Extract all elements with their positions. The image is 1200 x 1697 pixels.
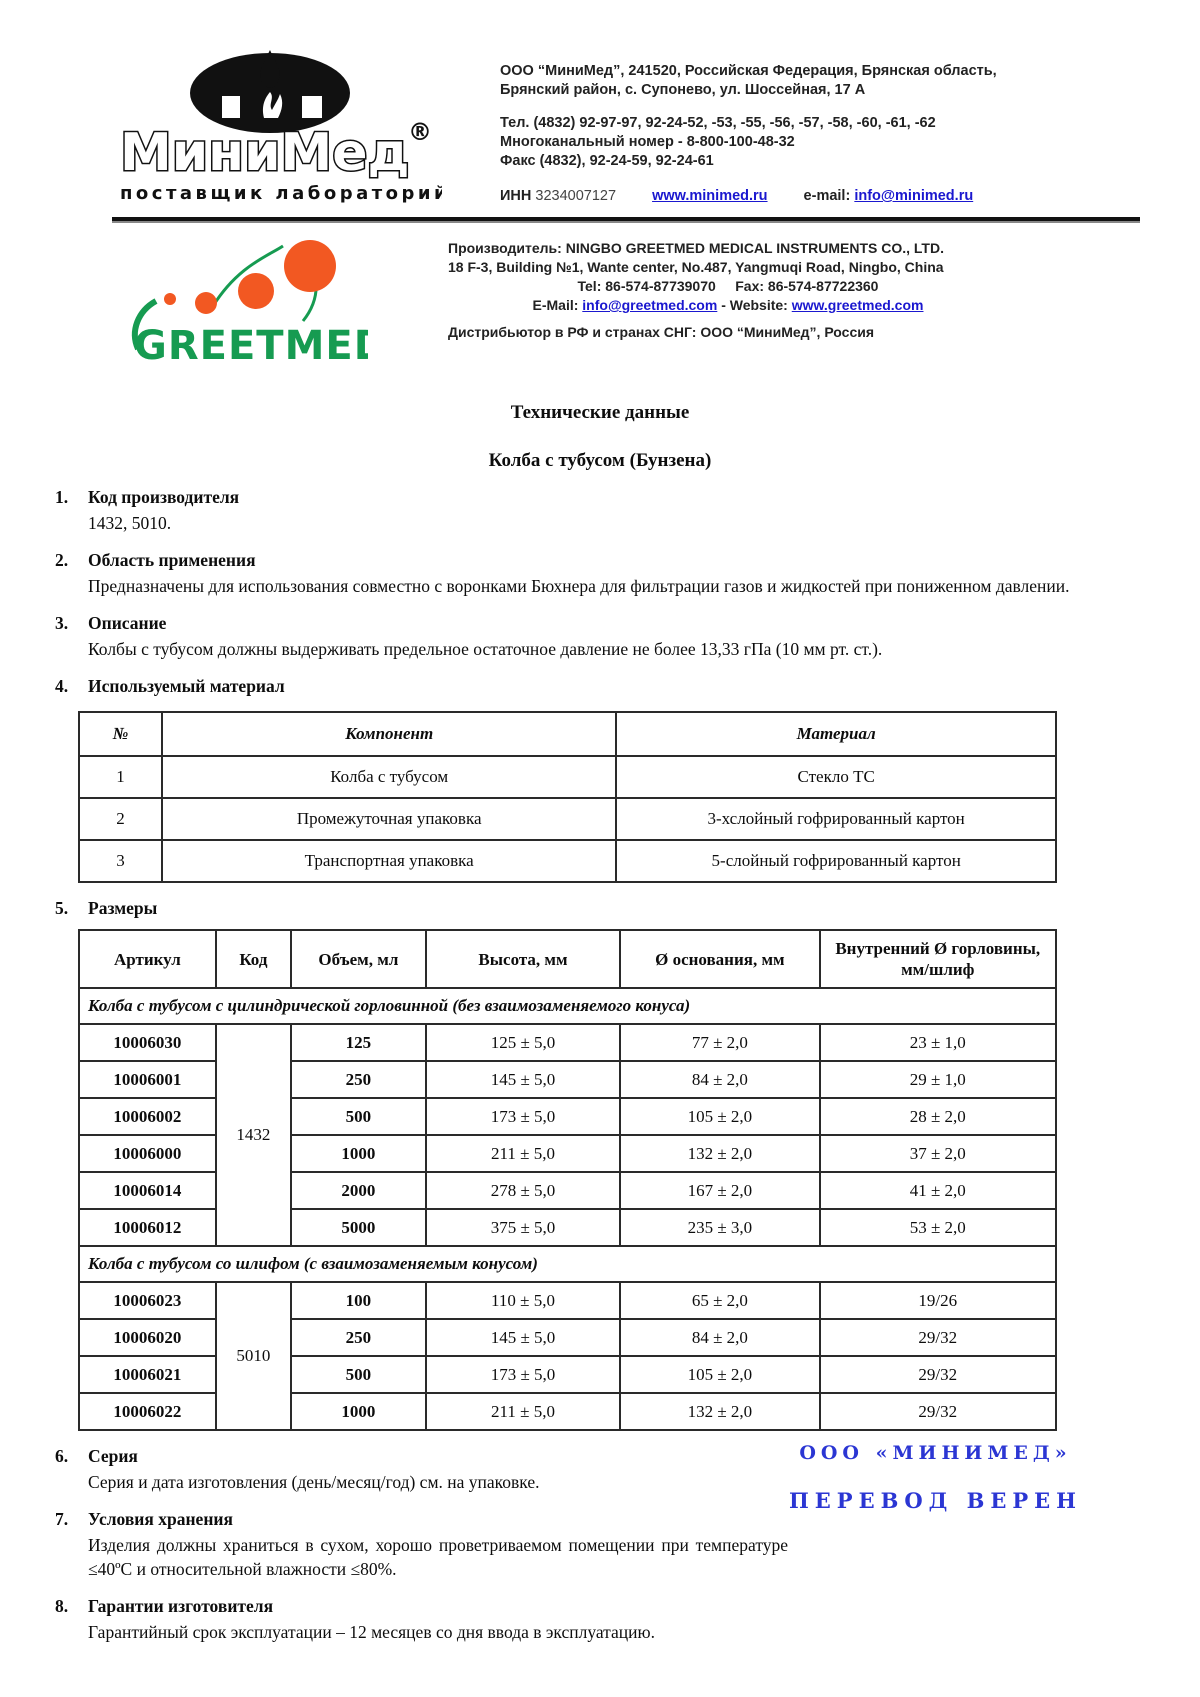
table-row: 10006001 250 145 ± 5,0 84 ± 2,0 29 ± 1,0	[79, 1061, 1056, 1098]
phone-line: Тел. (4832) 92-97-97, 92-24-52, -53, -55, -56, -57, -58, -60, -61, -62	[500, 115, 936, 131]
section-6-body: Серия и дата изготовления (день/месяц/год) см. на упаковке.	[88, 1472, 540, 1492]
document-body	[0, 487, 1200, 1644]
section-7-heading: Условия хранения	[88, 1509, 233, 1529]
fax-line: Факс (4832), 92-24-59, 92-24-61	[500, 153, 714, 169]
size-group-1-code: 1432	[216, 1024, 291, 1246]
section-1-number: 1.	[55, 487, 69, 507]
greetmed-tel: Tel: 86-574-87739070	[577, 278, 716, 294]
section-3-body: Колбы с тубусом должны выдерживать предельное остаточное давление не более 13,33 гПа (10 мм рт. ст.).	[88, 639, 883, 659]
translation-stamp	[789, 1442, 1082, 1513]
section-4-heading: Используемый материал	[88, 676, 285, 696]
material-header-no: №	[79, 712, 162, 756]
table-row: 2 Промежуточная упаковка 3-хслойный гофрированный картон	[79, 798, 1056, 840]
manufacturer-line1: Производитель: NINGBO GREETMED MEDICAL INSTRUMENTS CO., LTD.	[448, 240, 944, 256]
document-title: Технические данные	[510, 402, 690, 423]
section-8-heading: Гарантии изготовителя	[88, 1596, 274, 1616]
greetmed-wordmark: GREETMED	[134, 323, 368, 369]
size-group-2-code: 5010	[216, 1282, 291, 1430]
section-2-body: Предназначены для использования совместно с воронками Бюхнера для фильтрации газов и жидкостей при пониженном давлении.	[88, 576, 1070, 596]
material-header-component: Компонент	[162, 712, 616, 756]
greetmed-fax: Fax: 86-574-87722360	[735, 278, 879, 294]
greetmed-logo-icon	[118, 231, 368, 371]
table-row: 10006023 5010 100 110 ± 5,0 65 ± 2,0 19/26	[79, 1282, 1056, 1319]
manufacturer-line2: 18 F-3, Building №1, Wante center, No.487, Yangmuqi Road, Ningbo, China	[448, 259, 944, 275]
table-row: 10006030 1432 125 125 ± 5,0 77 ± 2,0 23 ± 1,0	[79, 1024, 1056, 1061]
section-manufacturer-code	[55, 487, 1140, 535]
manufacturer-block	[448, 231, 1008, 376]
section-5-number: 5.	[55, 898, 69, 918]
section-dimensions	[55, 898, 1140, 1431]
greetmed-dot-xlarge	[284, 240, 336, 292]
header-top	[0, 0, 1200, 211]
size-table-header-row	[79, 930, 1056, 988]
material-header-material: Материал	[616, 712, 1056, 756]
section-7-body: Изделия должны храниться в сухом, хорошо проветриваемом помещении при температуре ≤40ºС и относительной влажности ≤80%.	[88, 1535, 788, 1579]
section-6-number: 6.	[55, 1446, 69, 1466]
section-material	[55, 676, 1140, 883]
section-2-number: 2.	[55, 550, 69, 570]
section-5-heading: Размеры	[88, 898, 158, 918]
table-row: 3 Транспортная упаковка 5-слойный гофрированный картон	[79, 840, 1056, 882]
section-8-body: Гарантийный срок эксплуатации – 12 месяцев со дня ввода в эксплуатацию.	[88, 1622, 655, 1642]
table-row: 10006022 1000 211 ± 5,0 132 ± 2,0 29/32	[79, 1393, 1056, 1430]
section-1-body: 1432, 5010.	[88, 513, 172, 533]
material-table-header-row	[79, 712, 1056, 756]
header-bottom	[0, 223, 1200, 376]
greetmed-dot-large	[238, 273, 274, 309]
distributor-line: Дистрибьютор в РФ и странах СНГ: ООО “МиниМед”, Россия	[448, 324, 875, 340]
manufacturer-email-row	[448, 296, 1008, 315]
greetmed-logo	[118, 231, 368, 376]
inn-label: ИНН	[500, 188, 532, 204]
size-table	[78, 929, 1057, 1431]
size-group-2-label-row: Колба с тубусом со шлифом (с взаимозаменяемым конусом)	[79, 1246, 1056, 1282]
table-row: 1 Колба с тубусом Стекло ТС	[79, 756, 1056, 798]
table-row: 10006002 500 173 ± 5,0 105 ± 2,0 28 ± 2,0	[79, 1098, 1056, 1135]
greetmed-dot-medium	[195, 292, 217, 314]
address-line1: ООО “МиниМед”, 241520, Российская Федерация, Брянская область,	[500, 63, 997, 79]
size-header-base-diameter: Ø основания, мм	[620, 930, 819, 988]
minimed-tagline: поставщик лабораторий	[120, 183, 442, 204]
table-row: 10006020 250 145 ± 5,0 84 ± 2,0 29/32	[79, 1319, 1056, 1356]
table-row: 10006012 5000 375 ± 5,0 235 ± 3,0 53 ± 2,0	[79, 1209, 1056, 1246]
inn	[500, 187, 616, 206]
section-description	[55, 613, 1140, 661]
minimed-brand-text: МиниМед	[120, 123, 410, 183]
contact-block	[500, 48, 997, 211]
material-table	[78, 711, 1057, 883]
minimed-logo-icon	[112, 48, 442, 206]
email-row	[804, 187, 974, 206]
minimed-website-link[interactable]: www.minimed.ru	[652, 188, 768, 204]
size-header-volume: Объем, мл	[291, 930, 426, 988]
greetmed-email-link[interactable]: info@greetmed.com	[582, 297, 718, 313]
table-row: 10006000 1000 211 ± 5,0 132 ± 2,0 37 ± 2,0	[79, 1135, 1056, 1172]
size-group-1-label-row: Колба с тубусом с цилиндрической горловинной (без взаимозаменяемого конуса)	[79, 988, 1056, 1024]
section-3-number: 3.	[55, 613, 69, 633]
table-row: 10006021 500 173 ± 5,0 105 ± 2,0 29/32	[79, 1356, 1056, 1393]
section-1-heading: Код производителя	[88, 487, 240, 507]
greetmed-dot-small	[164, 293, 176, 305]
size-header-article: Артикул	[79, 930, 216, 988]
minimed-email-link[interactable]: info@minimed.ru	[854, 188, 974, 204]
section-6-heading: Серия	[88, 1446, 138, 1466]
address-line2: Брянский район, с. Супонево, ул. Шоссейная, 17 А	[500, 82, 866, 98]
multichannel-line: Многоканальный номер - 8-800-100-48-32	[500, 134, 795, 150]
size-header-height: Высота, мм	[426, 930, 620, 988]
section-2-heading: Область применения	[88, 550, 256, 570]
section-application	[55, 550, 1140, 598]
manufacturer-phones	[448, 277, 1008, 296]
bottom-sections	[55, 1442, 1140, 1644]
stamp-company: ООО «МИНИМЕД»	[799, 1442, 1072, 1464]
section-4-number: 4.	[55, 676, 69, 696]
greetmed-website-label: - Website:	[721, 297, 788, 313]
section-8-number: 8.	[55, 1596, 69, 1616]
size-header-code: Код	[216, 930, 291, 988]
stamp-verified: ПЕРЕВОД ВЕРЕН	[788, 1488, 1082, 1513]
minimed-logo	[112, 48, 442, 211]
inn-value: 3234007127	[535, 188, 617, 204]
table-row: 10006014 2000 278 ± 5,0 167 ± 2,0 41 ± 2,0	[79, 1172, 1056, 1209]
product-title: Колба с тубусом (Бунзена)	[488, 450, 712, 471]
greetmed-website-link[interactable]: www.greetmed.com	[791, 297, 924, 313]
section-storage	[55, 1509, 1140, 1581]
greetmed-email-label: E-Mail:	[532, 297, 579, 313]
section-warranty	[55, 1596, 1140, 1644]
section-3-heading: Описание	[88, 613, 167, 633]
email-label: e-mail:	[803, 188, 851, 204]
registered-mark: ®	[408, 118, 432, 146]
size-header-neck-diameter: Внутренний Ø горловины, мм/шлиф	[820, 930, 1056, 988]
section-7-number: 7.	[55, 1509, 69, 1529]
